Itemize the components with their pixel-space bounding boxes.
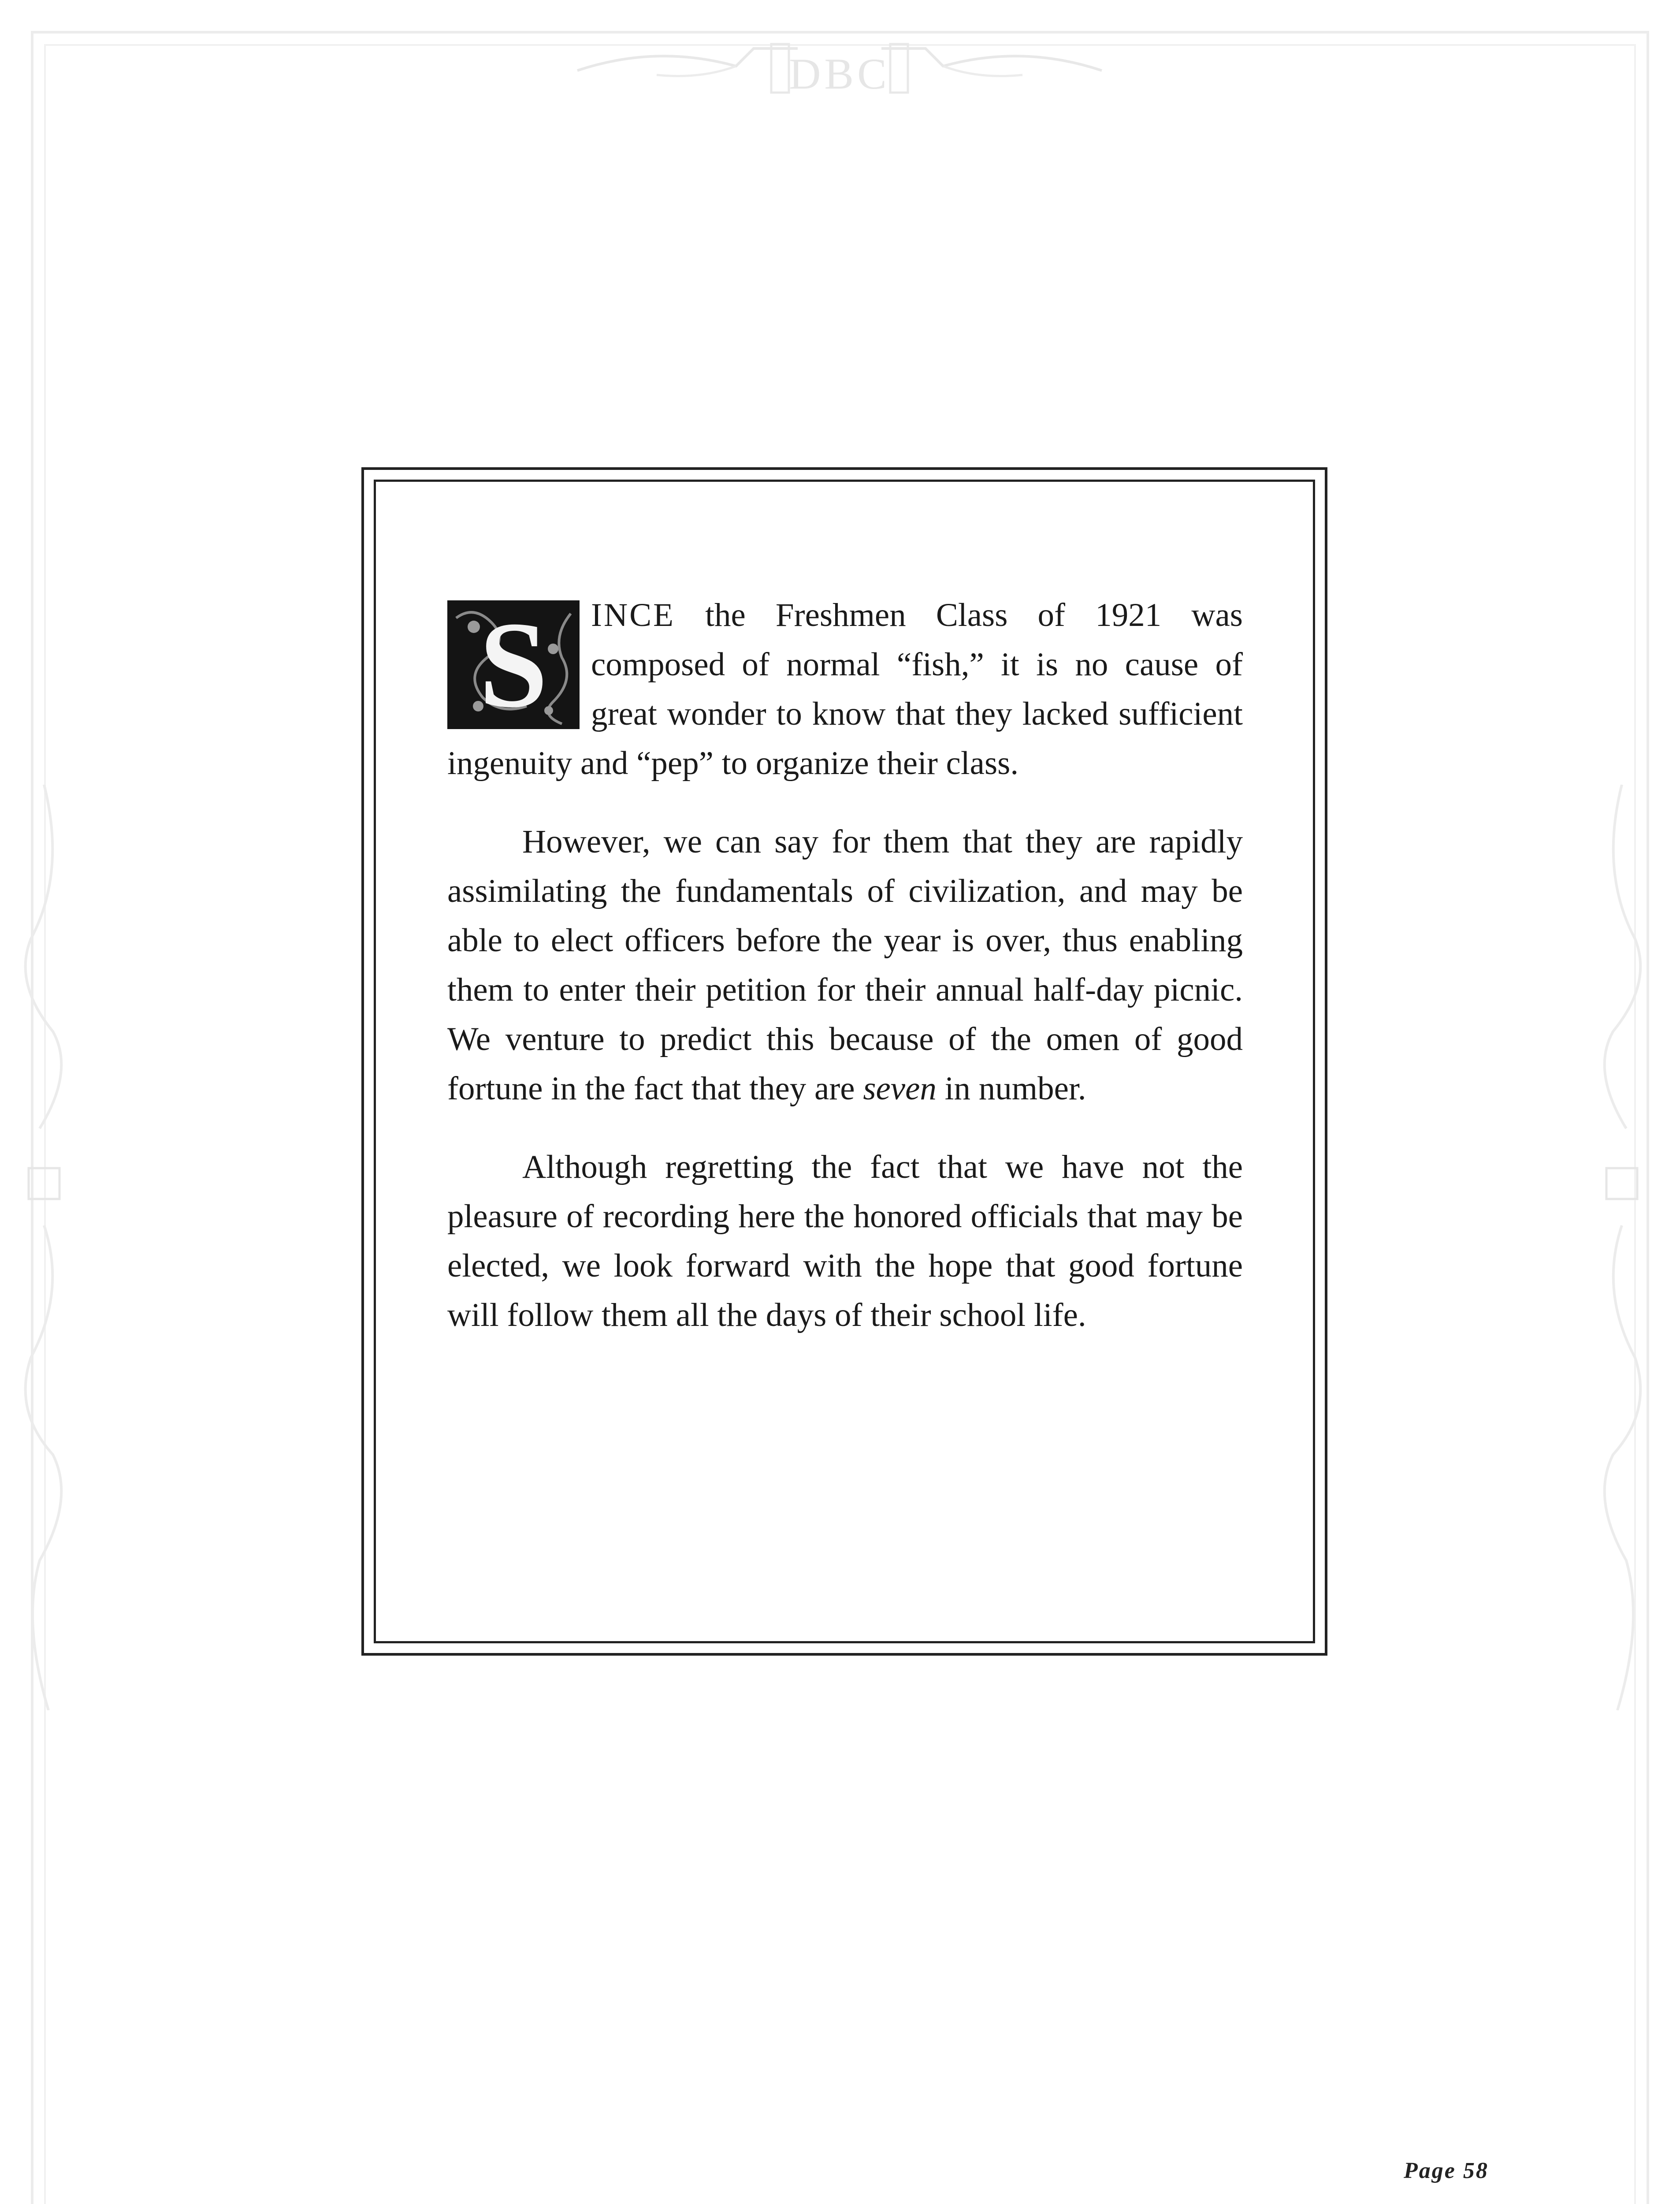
article-body [447, 591, 1243, 1369]
page-number: Page 58 [1404, 2158, 1489, 2183]
lead-caps: INCE [591, 597, 675, 633]
italic-word: seven [863, 1070, 937, 1107]
paragraph-1-text: the Freshmen Class of 1921 was composed of normal “fish,” it is no cause of great wonder to know that they lacked sufficient ingenuity and “pep” to organize their class. [447, 597, 1243, 782]
right-ribbon-ornament-icon [1591, 785, 1653, 1710]
dropcap-ornament [447, 596, 580, 733]
paragraph-2-end: in number. [936, 1070, 1086, 1107]
header-emblem-text: DBC [789, 49, 890, 98]
header-emblem [569, 18, 1111, 97]
left-ribbon-ornament-icon [13, 785, 75, 1710]
paragraph-2-text: However, we can say for them that they are rapidly assimilating the fundamentals of civilization, and may be able to elect officers before the year is over, thus enabling them to enter their petition for their annual half-day picnic. We venture to predict this because of the omen of good fortune in the fact that they are [447, 823, 1243, 1107]
paragraph-1 [447, 591, 1243, 788]
paragraph-2 [447, 817, 1243, 1113]
dropcap-letter: S [479, 596, 548, 733]
paragraph-3: Although regretting the fact that we have not the pleasure of recording here the honored officials that may be elected, we look forward with the hope that good fortune will follow them all the days of their school life. [447, 1149, 1243, 1333]
